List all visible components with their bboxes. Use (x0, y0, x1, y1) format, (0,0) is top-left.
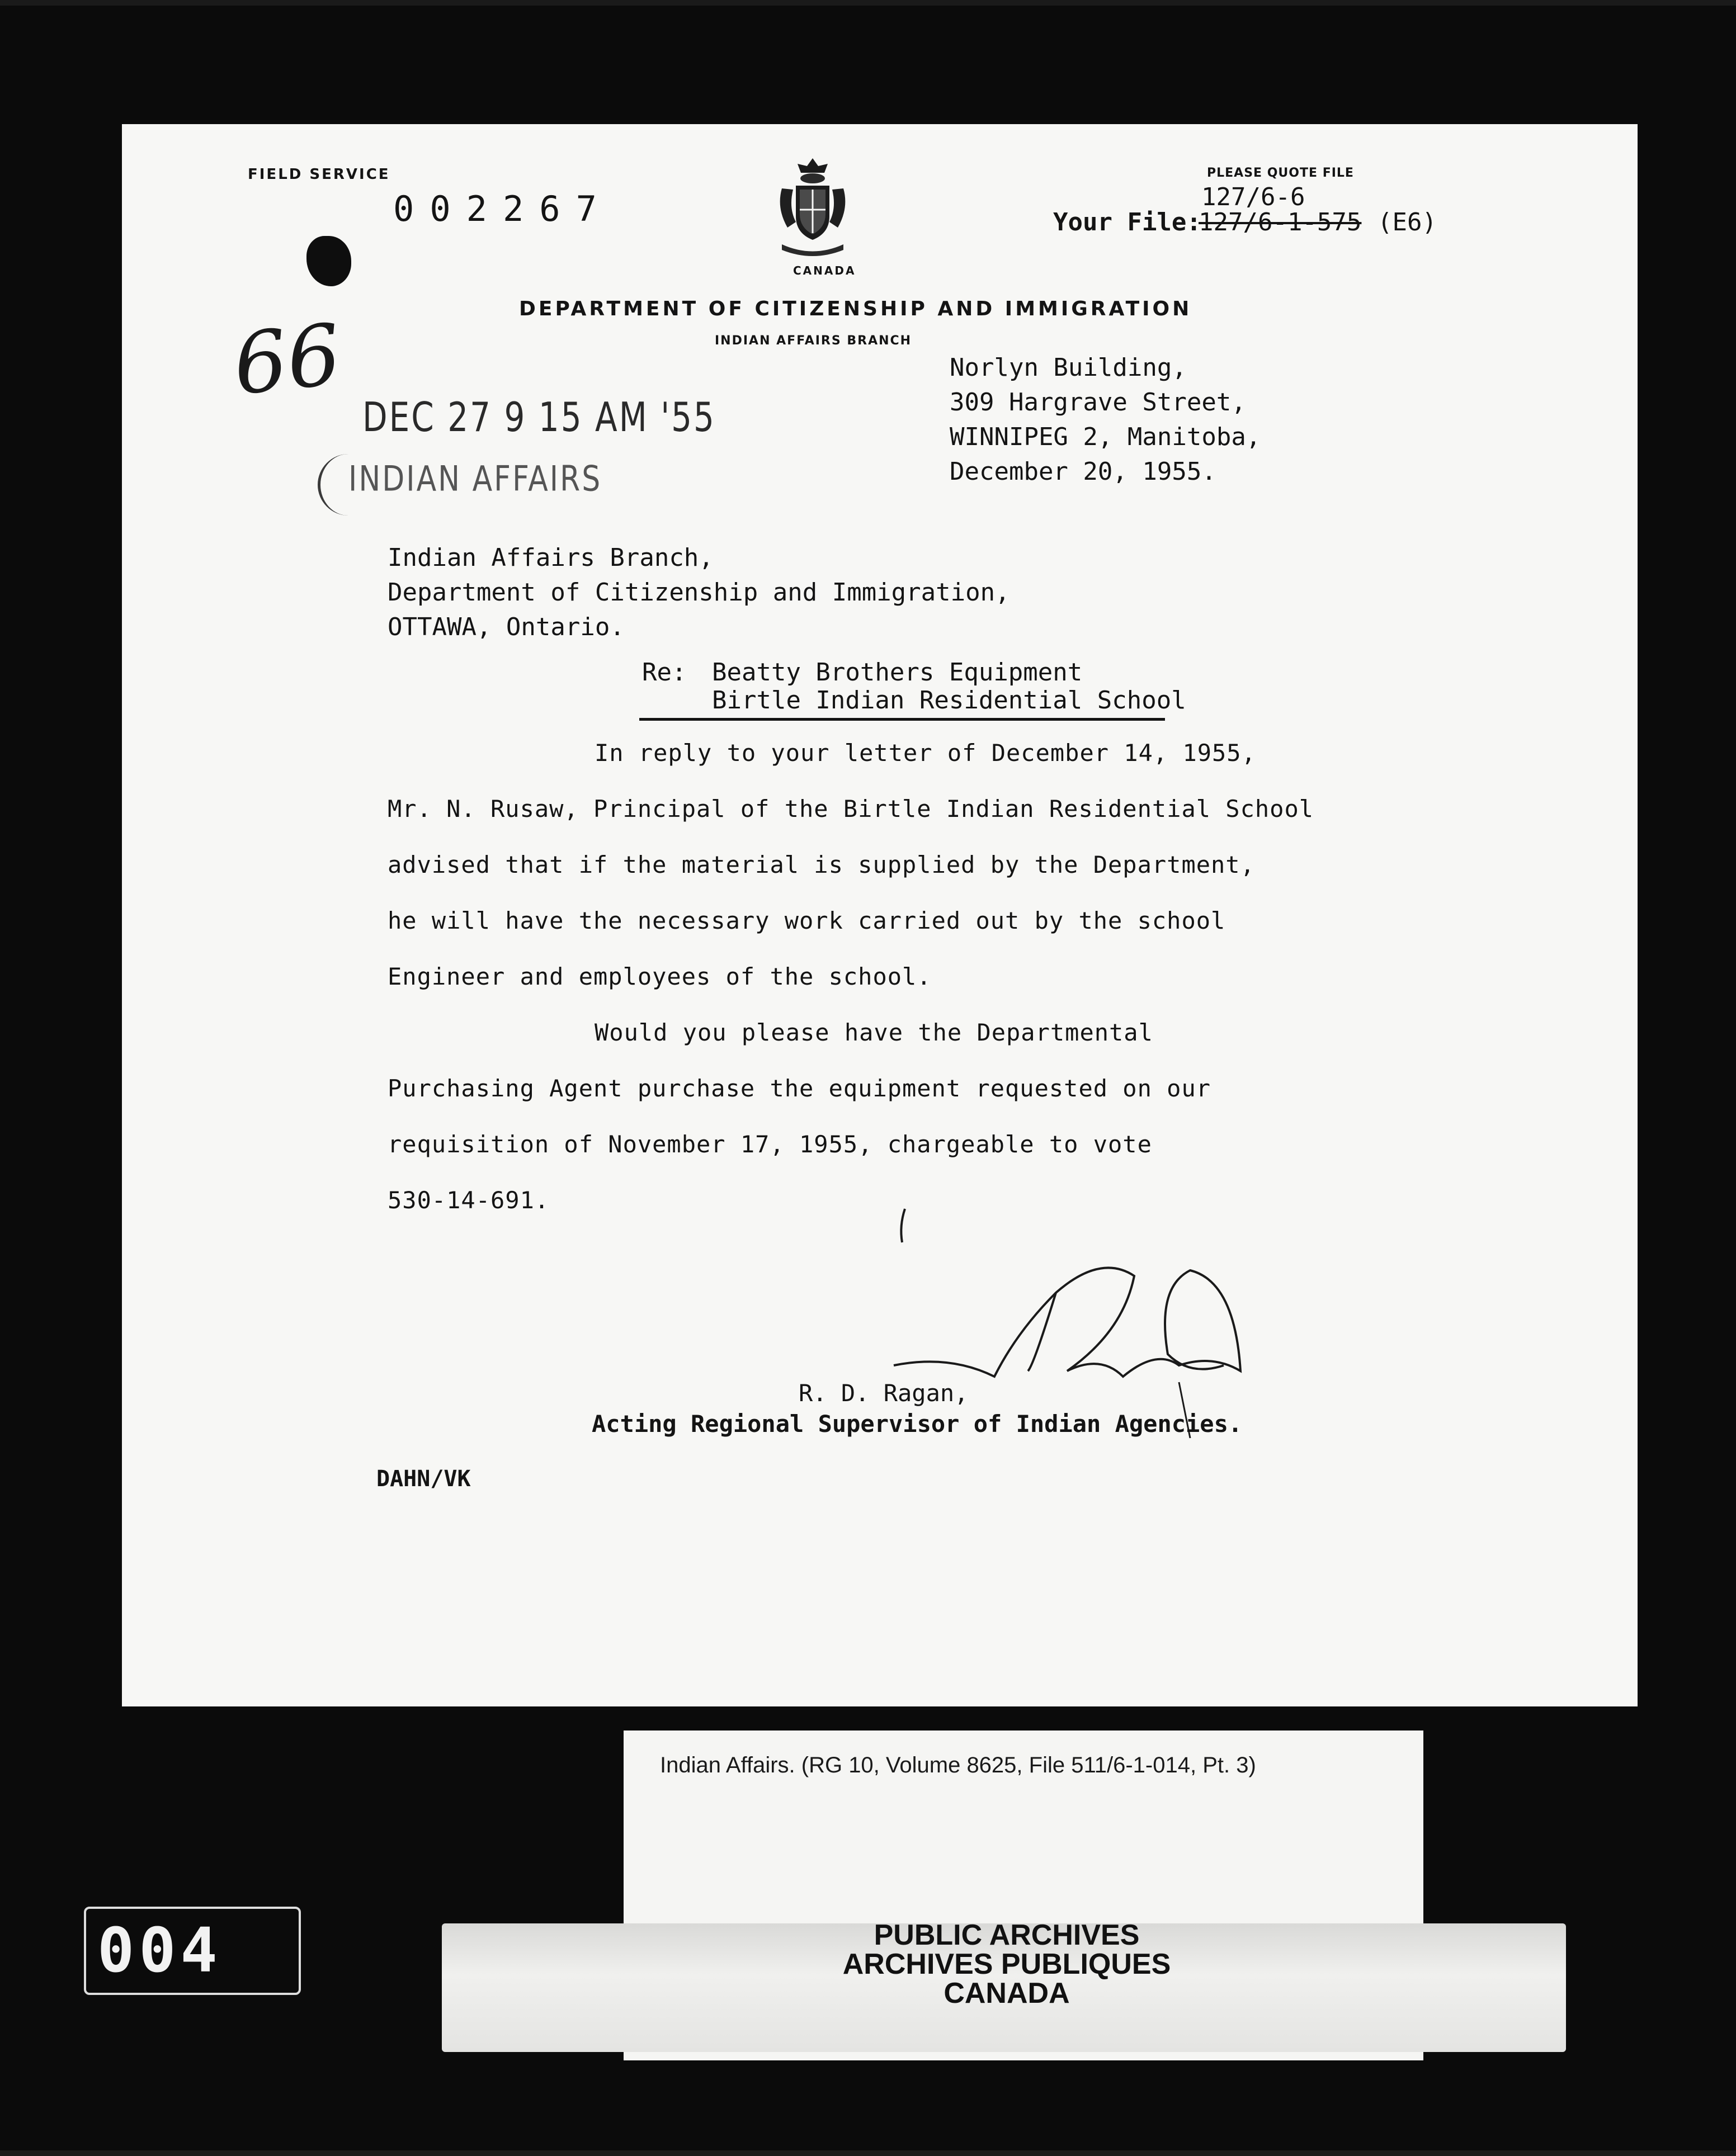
film-top-edge (0, 0, 1736, 6)
reel-counter (84, 1907, 301, 1995)
subject-line-2: Birtle Indian Residential School (712, 686, 1186, 715)
sender-address-line: Norlyn Building, (950, 353, 1187, 382)
body-line-7: Purchasing Agent purchase the equipment requested on our (388, 1075, 1211, 1102)
subject-line-1: Beatty Brothers Equipment (712, 658, 1083, 687)
body-line-2: Mr. N. Rusaw, Principal of the Birtle Indian Residential School (388, 795, 1314, 822)
sender-address-line: 309 Hargrave Street, (950, 388, 1246, 417)
letter-date: December 20, 1955. (950, 457, 1216, 486)
field-service-label: FIELD SERVICE (248, 166, 390, 183)
body-line-5: Engineer and employees of the school. (388, 963, 932, 990)
branch-title: INDIAN AFFAIRS BRANCH (715, 334, 912, 348)
body-line-3: advised that if the material is supplied by the Department, (388, 851, 1255, 878)
ink-blot (306, 236, 351, 286)
archives-line-1: PUBLIC ARCHIVES (874, 1919, 1140, 1951)
letter-page (122, 124, 1638, 1706)
canada-coat-of-arms-icon (765, 155, 860, 261)
recipient-address-line: OTTAWA, Ontario. (388, 613, 625, 641)
signer-name: R. D. Ragan, (799, 1379, 969, 1407)
your-file-suffix: (E6) (1378, 208, 1437, 237)
department-title: DEPARTMENT OF CITIZENSHIP AND IMMIGRATION (519, 297, 1192, 320)
received-date-stamp: DEC 27 9 15 AM '55 (362, 393, 716, 441)
subject-re-label: Re: (642, 658, 687, 687)
reel-number: 004 (97, 1914, 222, 1986)
signer-title: Acting Regional Supervisor of Indian Agencies. (592, 1410, 1243, 1438)
please-quote-label: PLEASE QUOTE FILE (1207, 166, 1354, 180)
body-line-6: Would you please have the Departmental (595, 1019, 1153, 1046)
body-line-1: In reply to your letter of December 14, 1955, (595, 739, 1256, 767)
recipient-address-line: Department of Citizenship and Immigration, (388, 578, 1010, 607)
your-file-struck-number: 127/6-1-575 (1199, 208, 1362, 237)
recipient-address-line: Indian Affairs Branch, (388, 543, 714, 572)
sender-address-line: WINNIPEG 2, Manitoba, (950, 423, 1261, 451)
document-number: 002267 (393, 188, 612, 229)
public-archives-stamp (783, 1921, 1230, 2008)
quote-file-number: 127/6-6 (1201, 183, 1305, 211)
typist-initials: DAHN/VK (376, 1466, 471, 1492)
recipient-address (388, 541, 1010, 645)
sender-address (950, 351, 1261, 489)
body-line-8: requisition of November 17, 1955, chargeable to vote (388, 1131, 1152, 1158)
subject-underline (639, 718, 1165, 721)
handwritten-file-mark: 66 (229, 306, 346, 414)
your-file-label: Your File: (1053, 208, 1201, 237)
archive-reference-text: Indian Affairs. (RG 10, Volume 8625, File 511/6-1-014, Pt. 3) (660, 1753, 1256, 1777)
archives-line-3: CANADA (944, 1977, 1070, 2010)
received-office-stamp: INDIAN AFFAIRS (348, 459, 602, 499)
body-line-9: 530-14-691. (388, 1186, 550, 1214)
film-bottom-edge (0, 2150, 1736, 2156)
body-line-4: he will have the necessary work carried out by the school (388, 907, 1226, 934)
archives-line-2: ARCHIVES PUBLIQUES (842, 1948, 1171, 1980)
canada-label: CANADA (793, 264, 856, 277)
